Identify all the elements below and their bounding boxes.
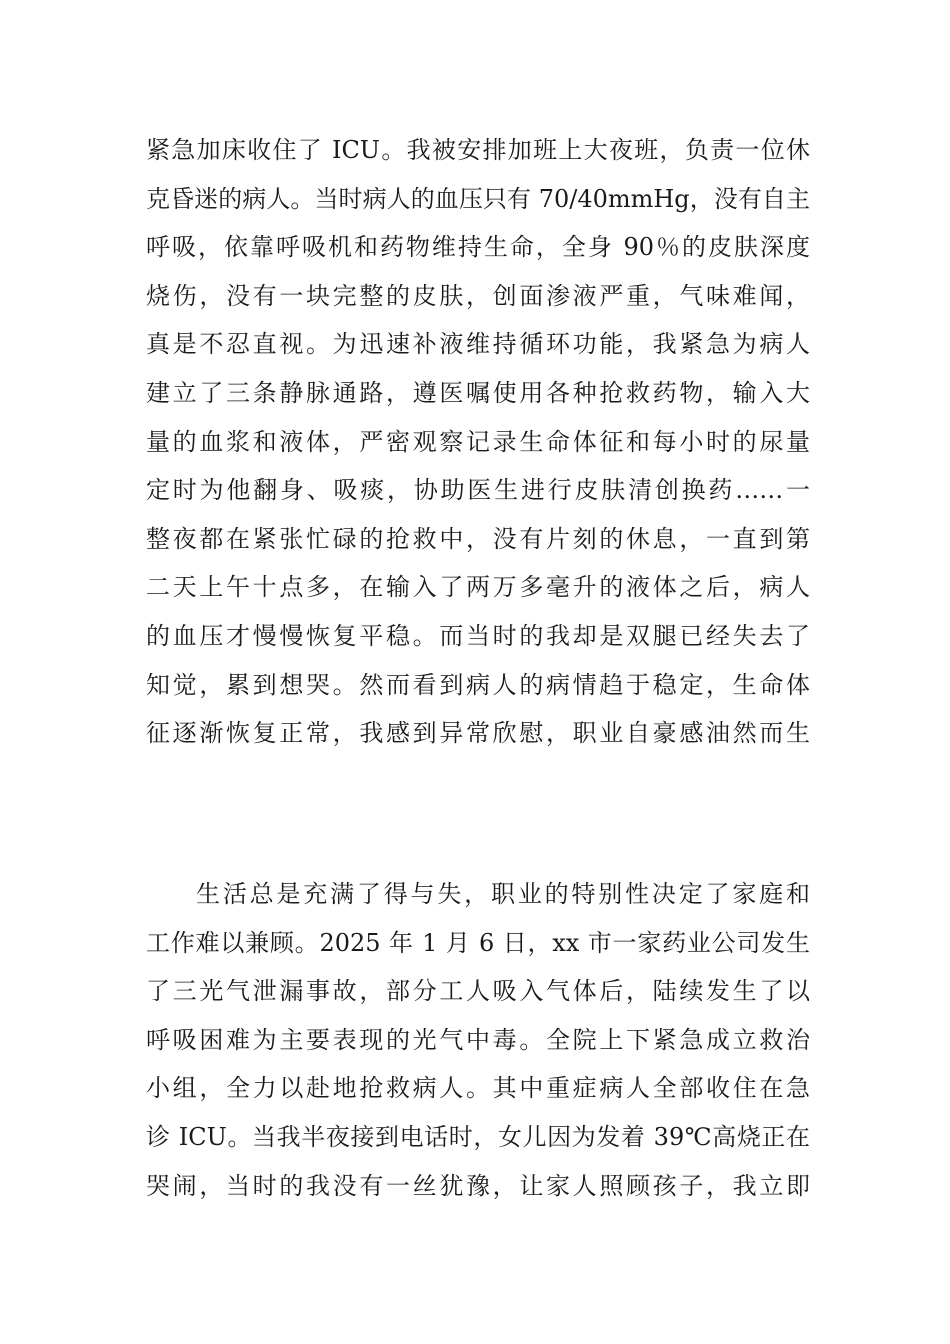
text-line: 诊 ICU。当我半夜接到电话时，女儿因为发着 39℃高烧正在 (146, 1122, 810, 1151)
paragraph-icu-night-shift (146, 126, 810, 758)
text-line: 建立了三条静脉通路，遵医嘱使用各种抢救药物，输入大 (146, 378, 810, 407)
text-line: 定时为他翻身、吸痰，协助医生进行皮肤清创换药……一 (146, 476, 810, 505)
text-line: 工作难以兼顾。2025 年 1 月 6 日，xx 市一家药业公司发生 (146, 928, 810, 957)
text-line: 呼吸困难为主要表现的光气中毒。全院上下紧急成立救治 (146, 1025, 810, 1054)
text-line: 整夜都在紧张忙碌的抢救中，没有片刻的休息，一直到第 (146, 524, 810, 553)
text-line: 二天上午十点多，在输入了两万多毫升的液体之后，病人 (146, 573, 810, 602)
text-line: 克昏迷的病人。当时病人的血压只有 70/40mmHg，没有自主 (146, 184, 810, 213)
text-line: 量的血浆和液体，严密观察记录生命体征和每小时的尿量 (146, 427, 810, 456)
text-line: 的血压才慢慢恢复平稳。而当时的我却是双腿已经失去了 (146, 621, 810, 650)
text-line: 哭闹，当时的我没有一丝犹豫，让家人照顾孩子，我立即 (146, 1171, 810, 1200)
text-line: 紧急加床收住了 ICU。我被安排加班上大夜班，负责一位休 (146, 136, 810, 164)
text-line: 生活总是充满了得与失，职业的特别性决定了家庭和 (196, 880, 810, 908)
text-line: 了三光气泄漏事故，部分工人吸入气体后，陆续发生了以 (146, 977, 810, 1006)
text-line: 征逐渐恢复正常，我感到异常欣慰，职业自豪感油然而生 (146, 719, 810, 748)
text-line: 知觉，累到想哭。然而看到病人的病情趋于稳定，生命体 (146, 670, 810, 699)
text-line: 呼吸，依靠呼吸机和药物维持生命，全身 90％的皮肤深度 (146, 233, 810, 262)
text-line: 小组，全力以赴地抢救病人。其中重症病人全部收住在急 (146, 1074, 810, 1103)
text-line: 真是不忍直视。为迅速补液维持循环功能，我紧急为病人 (146, 330, 810, 359)
text-line: 烧伤，没有一块完整的皮肤，创面渗液严重，气味难闻， (146, 281, 810, 310)
paragraph-gas-leak-rescue (146, 870, 810, 1210)
